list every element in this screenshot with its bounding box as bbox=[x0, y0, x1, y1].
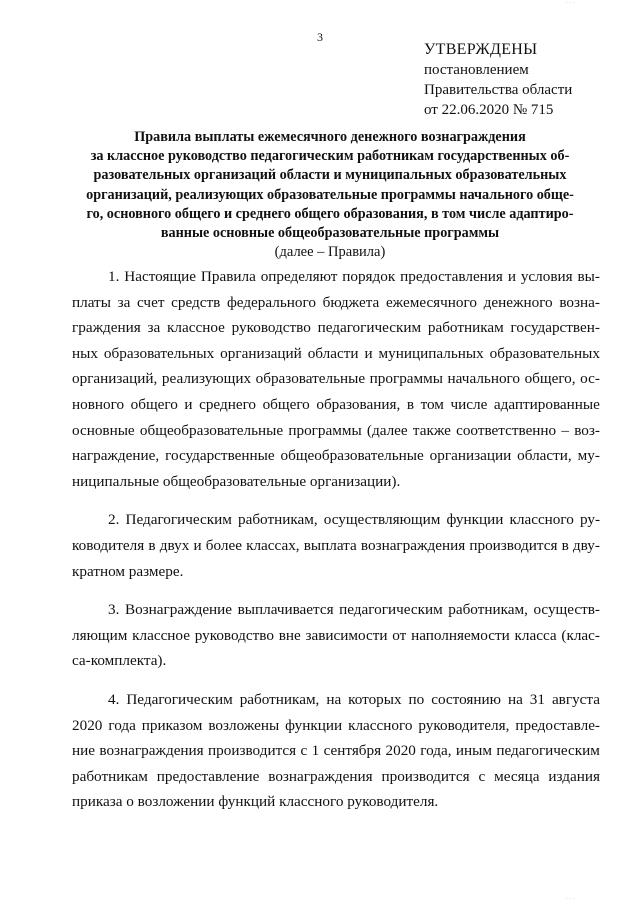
heading-line: го, основного общего и среднего общего образования, в том числе адаптиро- bbox=[86, 205, 574, 222]
approval-line-3: от 22.06.2020 № 715 bbox=[424, 102, 554, 118]
approval-title: УТВЕРЖДЕНЫ bbox=[424, 41, 538, 58]
heading-line: Правила выплаты ежемесячного денежного вознаграждения bbox=[134, 129, 526, 145]
scan-mark: · · · bbox=[566, 0, 576, 7]
paragraph-line: ляющим классное руководство вне зависимости от наполняемости класса (клас- bbox=[72, 626, 600, 644]
paragraph-line: граждения за классное руководство педагогическим работникам государствен- bbox=[72, 319, 600, 337]
paragraph-line: 2. Педагогическим работникам, осуществляющим функции классного ру- bbox=[108, 511, 600, 529]
approval-block bbox=[424, 40, 572, 120]
paragraph-line: 4. Педагогическим работникам, на которых по состоянию на 31 августа bbox=[108, 690, 600, 708]
paragraph-line: ниципальные общеобразовательные организации). bbox=[72, 472, 401, 490]
paragraph-line: работникам предоставление вознаграждения производится с месяца издания bbox=[72, 767, 600, 785]
paragraph-line: 2020 года приказом возложены функции классного руководителя, предоставле- bbox=[72, 716, 600, 734]
heading-subtitle: (далее – Правила) bbox=[274, 244, 386, 261]
paragraph-line: платы за счет средств федерального бюджета ежемесячного денежного возна- bbox=[72, 293, 600, 311]
document-heading bbox=[60, 128, 600, 262]
paragraph bbox=[72, 264, 600, 494]
paragraph bbox=[72, 687, 600, 815]
page-number: 3 bbox=[317, 30, 323, 44]
approval-line-1: постановлением bbox=[424, 62, 529, 78]
heading-line: разовательных организаций области и муниципальных образовательных bbox=[93, 167, 567, 184]
paragraph-line: новного общего и среднего общего образования, в том числе адаптированные bbox=[72, 395, 600, 413]
paragraph-line: 1. Настоящие Правила определяют порядок предоставления и условия вы- bbox=[108, 268, 600, 285]
paragraph-line: приказа о возложении функций классного руководителя. bbox=[72, 793, 439, 811]
paragraph bbox=[72, 507, 600, 584]
paragraph-line: основные общеобразовательные программы (далее также соответственно – воз- bbox=[72, 421, 600, 439]
approval-line-2: Правительства области bbox=[424, 82, 573, 98]
paragraph-line: ние вознаграждения производится с 1 сентября 2020 года, иным педагогическим bbox=[72, 742, 600, 760]
paragraph-line: 3. Вознаграждение выплачивается педагогическим работникам, осуществ- bbox=[108, 601, 600, 619]
paragraph-line: организаций, реализующих образовательные программы начального общего, ос- bbox=[72, 370, 600, 388]
paragraph-line: ководителя в двух и более классах, выплата вознаграждения производится в дву- bbox=[72, 536, 600, 554]
heading-line: за классное руководство педагогическим работникам государственных об- bbox=[90, 148, 570, 165]
paragraph-line: кратном размере. bbox=[72, 562, 184, 580]
paragraph bbox=[72, 597, 600, 674]
paragraph-line: са-комплекта). bbox=[72, 652, 167, 670]
paragraph-line: награждение, государственные общеобразовательные организации области, му- bbox=[72, 447, 600, 465]
heading-line: ванные основные общеобразовательные программы bbox=[160, 225, 500, 242]
heading-line: организаций, реализующих образовательные программы начального обще- bbox=[86, 186, 574, 203]
paragraph-line: ных образовательных организаций области и муниципальных образовательных bbox=[72, 344, 600, 362]
scan-mark: · · · bbox=[566, 896, 576, 903]
document-body bbox=[72, 264, 600, 828]
